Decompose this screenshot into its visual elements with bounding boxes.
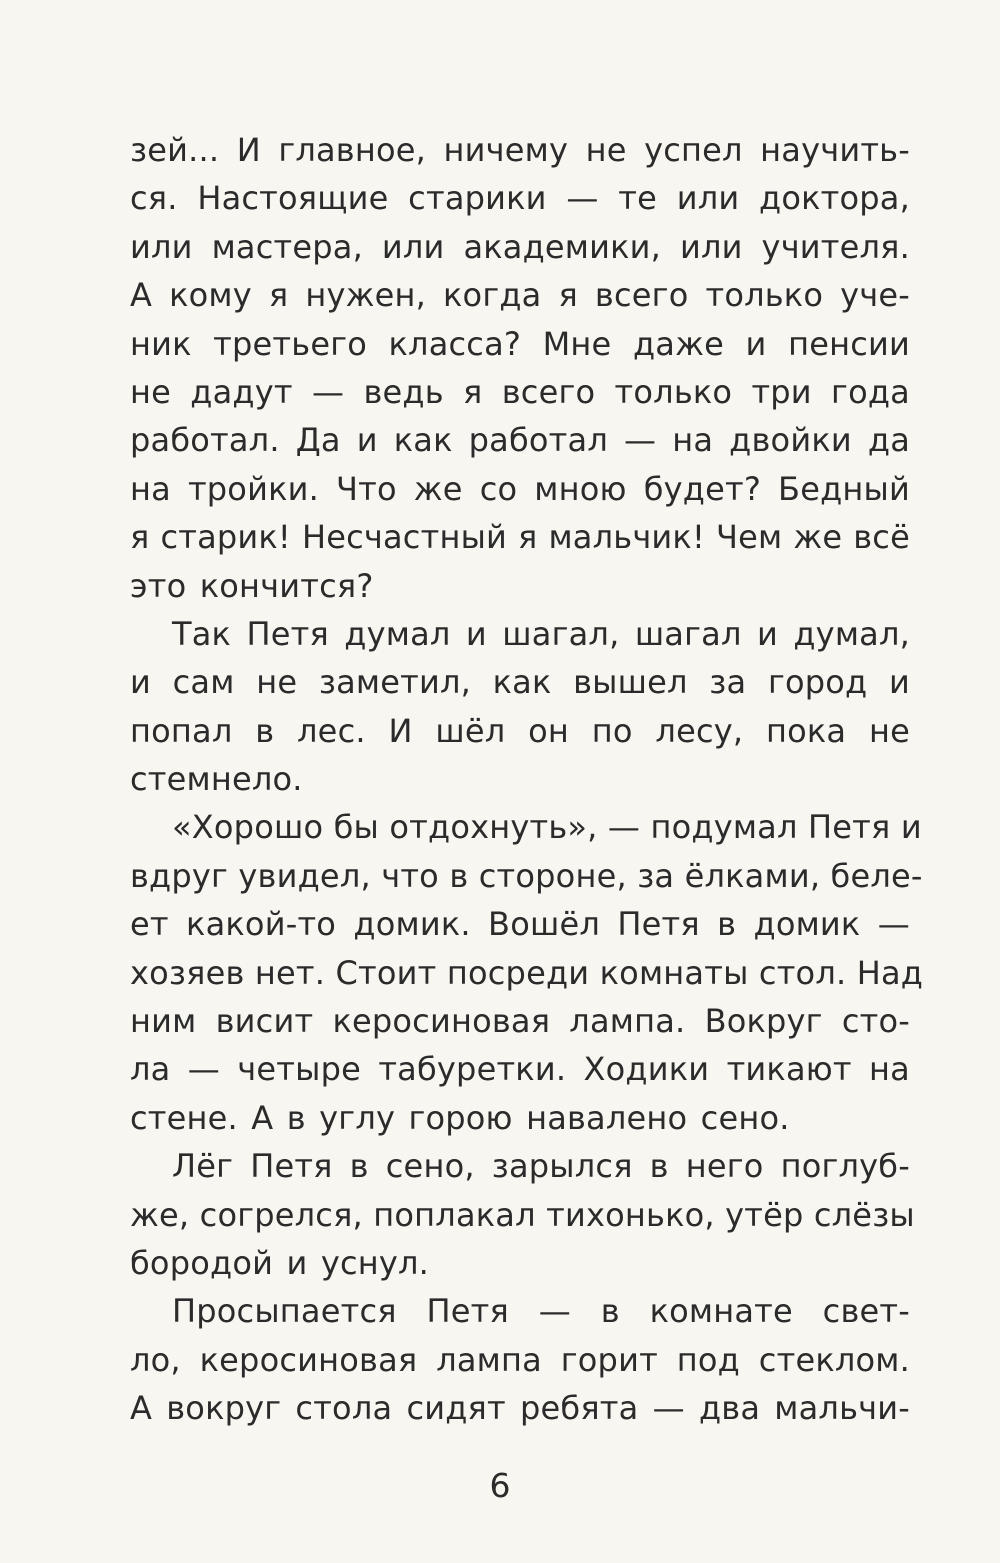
text-line: попал в лес. И шёл он по лесу, пока не [130,711,910,750]
body-text [130,126,924,1433]
text-line: ник третьего класса? Мне даже и пенсии [130,324,910,363]
text-line: не дадут — ведь я всего только три года [130,372,910,411]
text-line: ним висит керосиновая лампа. Вокруг сто- [130,1002,910,1041]
text-line: зей... И главное, ничему не успел научить- [130,131,910,169]
text-line: вдруг увидел, что в стороне, за ёлками, беле- [130,856,923,895]
text-line: это кончится? [130,566,374,605]
text-line: я старик! Несчастный я мальчик! Чем же всё [130,518,910,557]
text-line: стемнело. [130,760,303,799]
text-line: хозяев нет. Стоит посреди комнаты стол. Над [130,953,924,992]
text-line: и сам не заметил, как вышел за город и [130,663,910,702]
text-line: ет какой-то домик. Вошёл Петя в домик — [130,905,910,944]
page-number: 6 [489,1466,511,1505]
text-line: Так Петя думал и шагал, шагал и думал, [172,614,910,653]
text-line: ло, керосиновая лампа горит под стеклом. [130,1340,910,1379]
text-line: Просыпается Петя — в комнате свет- [172,1292,910,1331]
text-line: Лёг Петя в сено, зарылся в него поглуб- [172,1147,910,1186]
text-line: или мастера, или академики, или учителя. [130,227,910,266]
text-line: работал. Да и как работал — на двойки да [130,421,910,460]
text-line: на тройки. Что же со мною будет? Бедный [130,469,910,508]
text-line: А кому я нужен, когда я всего только уче- [130,276,910,315]
text-line: «Хорошо бы отдохнуть», — подумал Петя и [172,808,922,847]
text-line: бородой и уснул. [130,1243,430,1282]
text-line: ся. Настоящие старики — те или доктора, [130,179,910,218]
text-line: стене. А в углу горою навалено сено. [130,1098,790,1137]
text-line: ла — четыре табуретки. Ходики тикают на [130,1050,910,1089]
text-line: же, согрелся, поплакал тихонько, утёр слёзы [130,1195,915,1234]
text-line: А вокруг стола сидят ребята — два мальчи- [130,1389,910,1428]
